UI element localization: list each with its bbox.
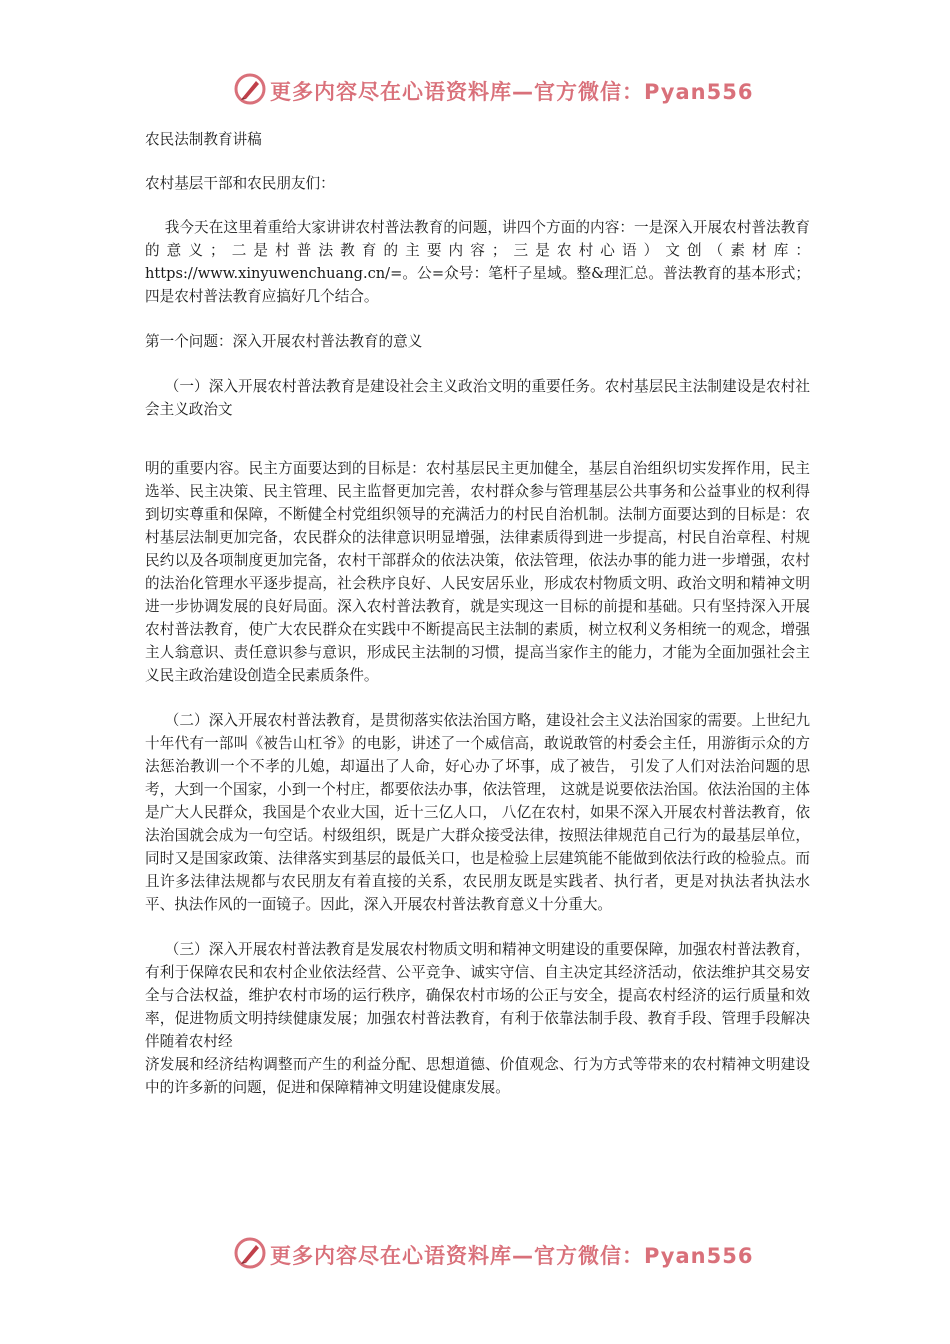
pen-circle-logo-icon — [233, 1236, 267, 1270]
page-gap — [145, 421, 810, 457]
paragraph-3-start: （三）深入开展农村普法教育是发展农村物质文明和精神文明建设的重要保障，加强农村普法教育，有利于保障农民和农村企业依法经营、公平竞争、诚实守信、自主决定其经济活动，依法维护其交易安全与合法权益，维护农村市场的运行秩序，确保农村市场的公正与安全，提高农村经济的运行质量和效率，促进物质文明持续健康发展；加强农村普法教育，有利于依靠法制手段、教育手段、管理手段解决伴随着农村经 — [145, 941, 810, 1050]
footer-banner — [0, 1234, 950, 1274]
paragraph-1-start: （一）深入开展农村普法教育是建设社会主义政治文明的重要任务。农村基层民主法制建设是农村社会主义政治文 — [145, 378, 810, 418]
section-heading: 第一个问题：深入开展农村普法教育的意义 — [145, 333, 423, 350]
document-title: 农民法制教育讲稿 — [145, 131, 262, 148]
banner-text: 更多内容尽在心语资料库—官方微信：Pyan556 — [270, 80, 754, 104]
header-banner — [0, 70, 950, 110]
intro-paragraph: 我今天在这里着重给大家讲讲农村普法教育的问题，讲四个方面的内容：一是深入开展农村普法教育的意义；二是村普法教育的主要内容；三是农村心语）文创（素材库：https://www.xinyuwenchuang.cn/=。公=众号：笔杆子星域。整&理汇总。普法教育的基本形式；四是农村普法教育应搞好几个结合。 — [145, 219, 810, 305]
paragraph-1-continued: 明的重要内容。民主方面要达到的目标是：农村基层民主更加健全，基层自治组织切实发挥作用，民主选举、民主决策、民主管理、民主监督更加完善，农村群众参与管理基层公共事务和公益事业的权利得到切实尊重和保障，不断健全村党组织领导的充满活力的村民自治机制。法制方面要达到的目标是：农村基层法制更加完备，农民群众的法律意识明显增强，法律素质得到进一步提高，村民自治章程、村规民约以及各项制度更加完备，农村干部群众的依法决策，依法管理，依法办事的能力进一步增强，农村的法治化管理水平逐步提高，社会秩序良好、人民安居乐业，形成农村物质文明、政治文明和精神文明进一步协调发展的良好局面。深入农村普法教育，就是实现这一目标的前提和基础。只有坚持深入开展农村普法教育，使广大农民群众在实践中不断提高民主法制的素质，树立权利义务相统一的观念，增强主人翁意识、责任意识参与意识，形成民主法制的习惯，提高当家作主的能力，才能为全面加强社会主义民主政治建设创造全民素质条件。 — [145, 460, 810, 684]
greeting: 农村基层干部和农民朋友们： — [145, 175, 335, 192]
paragraph-2: （二）深入开展农村普法教育，是贯彻落实依法治国方略，建设社会主义法治国家的需要。上世纪九十年代有一部叫《被告山杠爷》的电影，讲述了一个威信高，敢说敢管的村委会主任，用游街示众的方法惩治教训一个不孝的儿媳，却逼出了人命，好心办了坏事，成了被告， 引发了人们对法治问题的思考，大到一个国家，小到一个村庄，都要依法办事，依法管理， 这就是说要依法治国。依法治国的主体是广大人民群众，我国是个农业大国，近十三亿人口， 八亿在农村，如果不深入开展农村普法教育，依法治国就会成为一句空话。村级组织，既是广大群众接受法律，按照法律规范自己行为的最基层单位，同时又是国家政策、法律落实到基层的最低关口，也是检验上层建筑能不能做到依法行政的检验点。而且许多法律法规都与农民朋友有着直接的关系，农民朋友既是实践者、执行者，更是对执法者执法水平、执法作风的一面镜子。因此，深入开展农村普法教育意义十分重大。 — [145, 712, 810, 913]
banner-text: 更多内容尽在心语资料库—官方微信：Pyan556 — [270, 1244, 754, 1268]
paragraph-3-continued: 济发展和经济结构调整而产生的利益分配、思想道德、价值观念、行为方式等带来的农村精神文明建设中的许多新的问题，促进和保障精神文明建设健康发展。 — [145, 1056, 810, 1096]
pen-circle-logo-icon — [233, 72, 267, 106]
document-body — [145, 128, 810, 1121]
